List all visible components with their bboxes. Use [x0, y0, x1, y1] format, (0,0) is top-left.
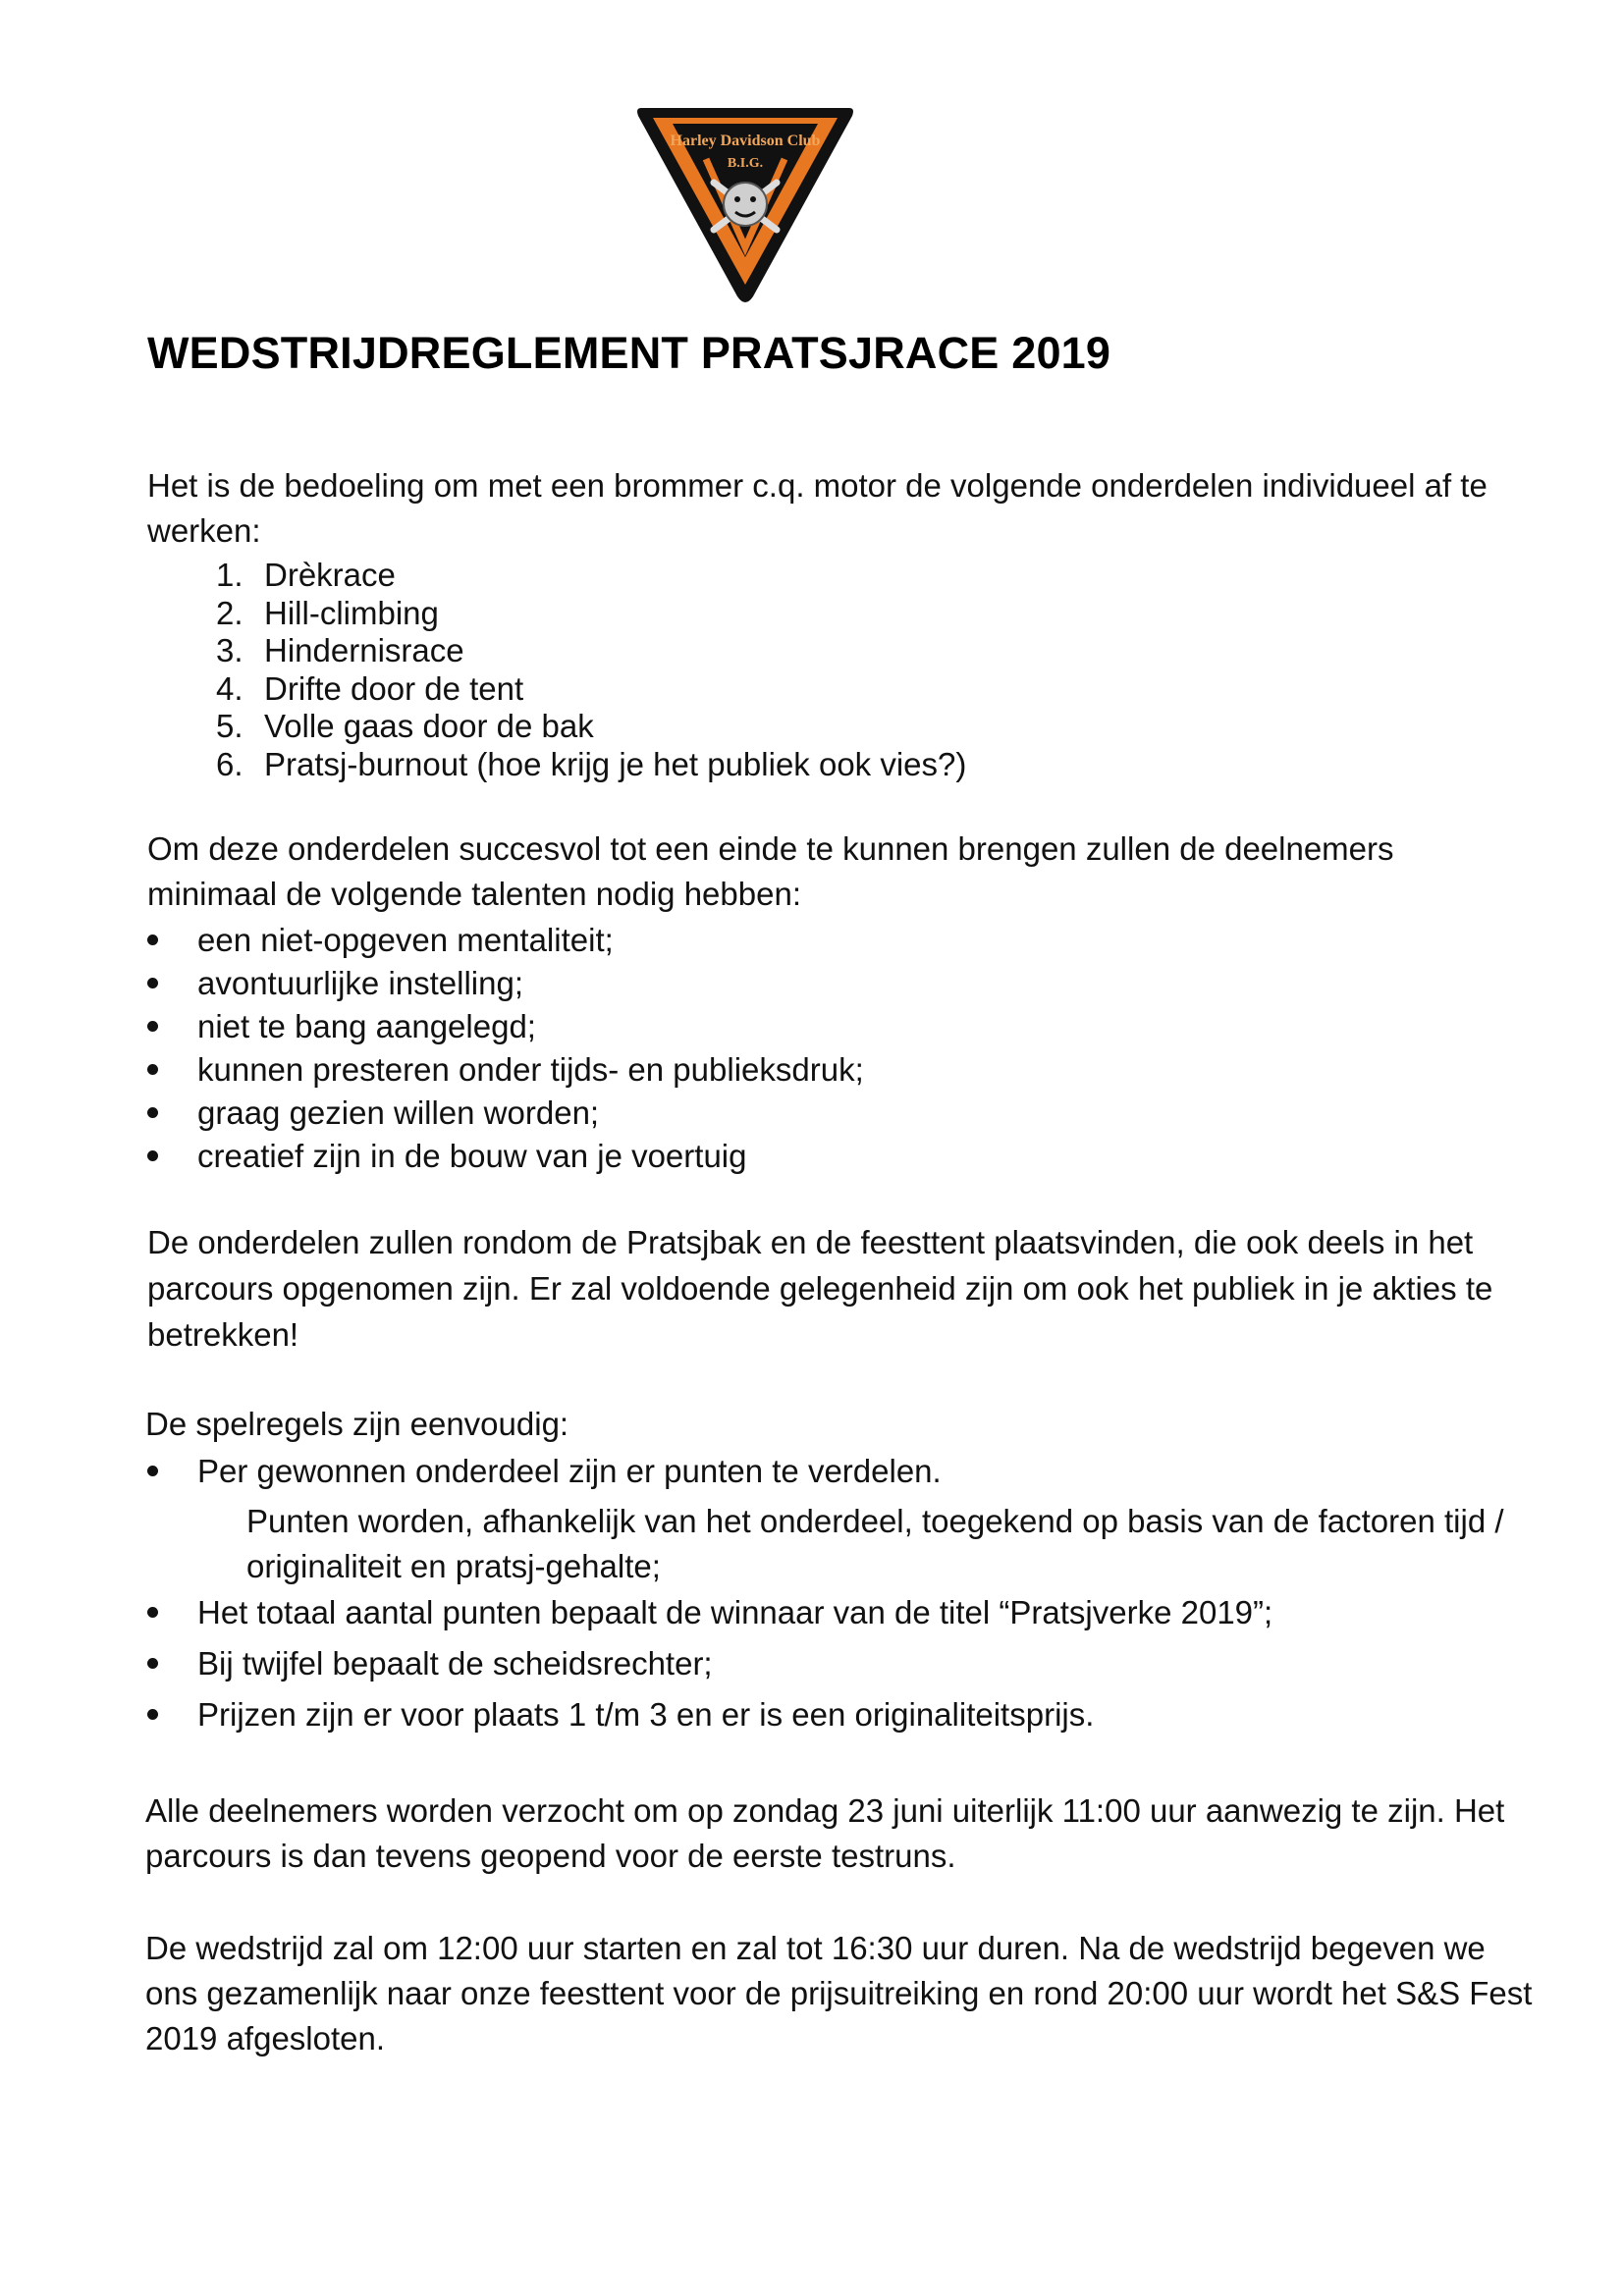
intro-paragraph: Het is de bedoeling om met een brommer c.q. motor de volgende onderdelen individueel af te werken: [147, 467, 1488, 549]
list-item: 1. Drèkrace [216, 557, 396, 593]
document-title: WEDSTRIJDREGLEMENT PRATSJRACE 2019 [147, 328, 1111, 378]
talents-intro: Om deze onderdelen succesvol tot een einde te kunnen brengen zullen de deelnemers minimaal de volgende talenten nodig hebben: [147, 830, 1394, 912]
talents-list [147, 919, 1571, 1178]
list-item: een niet-opgeven mentaliteit; [147, 919, 1571, 962]
list-item: Het totaal aantal punten bepaalt de winnaar van de titel “Pratsjverke 2019”; [147, 1590, 1571, 1635]
logo-text-mid: B.I.G. [727, 156, 764, 171]
list-item: avontuurlijke instelling; [147, 962, 1571, 1005]
logo-text-top: Harley Davidson Club [670, 133, 821, 149]
rule-sub-text: Punten worden, afhankelijk van het onderdeel, toegekend op basis van de factoren tijd / originaliteit en pratsj-gehalte; [246, 1503, 1504, 1584]
rules-list [147, 1449, 1571, 1494]
list-item: Prijzen zijn er voor plaats 1 t/m 3 en er is een originaliteitsprijs. [147, 1692, 1571, 1737]
location-paragraph: De onderdelen zullen rondom de Pratsjbak en de feesttent plaatsvinden, die ook deels in het parcours opgenomen zijn. Er zal voldoende gelegenheid zijn om ook het publiek in je akties te betrekken! [147, 1224, 1493, 1353]
list-item: kunnen presteren onder tijds- en publieksdruk; [147, 1048, 1571, 1092]
list-item: graag gezien willen worden; [147, 1092, 1571, 1135]
list-item: Bij twijfel bepaalt de scheidsrechter; [147, 1641, 1571, 1686]
rules-list-continued [147, 1590, 1571, 1737]
club-logo [633, 100, 857, 304]
list-item: 6. Pratsj-burnout (hoe krijg je het publiek ook vies?) [216, 745, 967, 782]
list-item: 4. Drifte door de tent [216, 669, 524, 707]
list-item: 5. Volle gaas door de bak [216, 708, 594, 744]
schedule-paragraph: De wedstrijd zal om 12:00 uur starten en zal tot 16:30 uur duren. Na de wedstrijd begeven we ons gezamenlijk naar onze feesttent voor de prijsuitreiking en rond 20:00 uur wordt het S&S Fest 2019 afgesloten. [145, 1930, 1533, 2056]
list-item [147, 1449, 1571, 1494]
list-item: creatief zijn in de bouw van je voertuig [147, 1135, 1571, 1178]
events-list [147, 557, 1424, 783]
list-item: 3. Hindernisrace [216, 632, 464, 668]
list-item: niet te bang aangelegd; [147, 1005, 1571, 1048]
rules-intro: De spelregels zijn eenvoudig: [145, 1406, 569, 1442]
arrival-paragraph: Alle deelnemers worden verzocht om op zondag 23 juni uiterlijk 11:00 uur aanwezig te zijn. Het parcours is dan tevens geopend voor de eerste testruns. [145, 1792, 1505, 1874]
rule-text: Per gewonnen onderdeel zijn er punten te verdelen. [197, 1453, 942, 1489]
list-item: 2. Hill-climbing [216, 594, 439, 631]
